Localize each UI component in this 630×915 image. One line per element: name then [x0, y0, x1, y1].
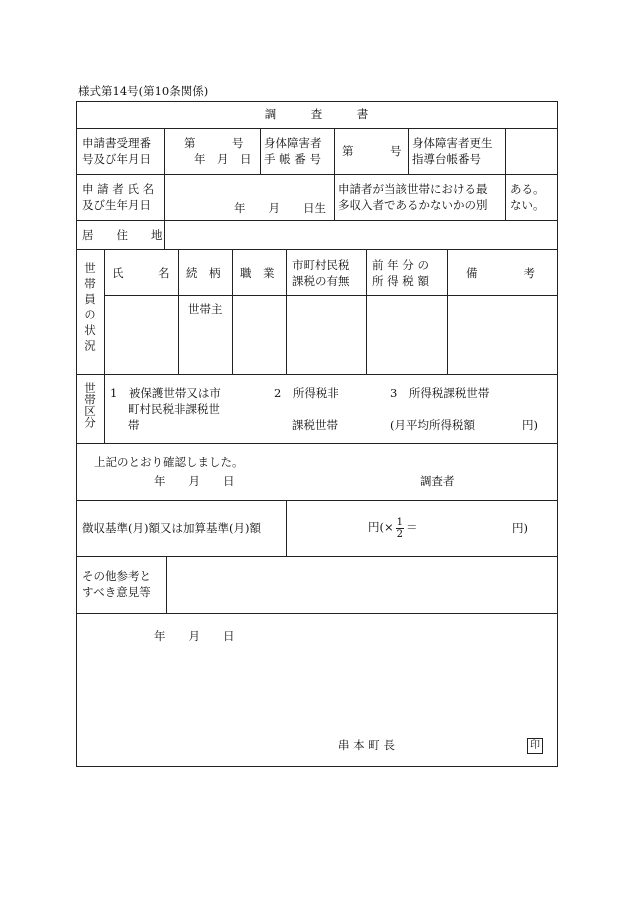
- receipt-no-prefix: 第: [184, 136, 196, 150]
- divider: [76, 556, 557, 557]
- classification-option-1-end: 帯: [128, 418, 140, 432]
- divider: [76, 500, 557, 501]
- receipt-label-2: 号及び年月日: [82, 152, 151, 166]
- head-of-household: 世帯主: [188, 302, 223, 316]
- classification-option-2: 2 所得税非: [274, 386, 339, 400]
- confirm-date: 年 月 日: [154, 474, 235, 488]
- answer-no: ない。: [510, 198, 545, 212]
- classification-label: 世帯区分: [83, 382, 97, 428]
- divider: [76, 249, 557, 250]
- monthly-tax-label: (月平均所得税額: [390, 418, 475, 432]
- receipt-date: 年 月 日: [194, 152, 252, 166]
- fraction-denominator: 2: [396, 528, 403, 540]
- answer-yes: ある。: [510, 182, 545, 196]
- address-label: 居 住 地: [82, 228, 163, 242]
- classification-option-1-cont: 町村民税非課税世: [128, 402, 220, 416]
- max-income-question-2: 多収入者であるかないかの別: [338, 198, 488, 212]
- divider: [76, 128, 557, 129]
- standard-amount-formula: [368, 513, 418, 541]
- form-label: 様式第14号(第10条関係): [78, 84, 209, 98]
- classification-option-3: 3 所得税課税世帯: [390, 386, 490, 400]
- divider: [76, 443, 557, 444]
- divider: [76, 220, 557, 221]
- header-relation: 続 柄: [186, 266, 221, 280]
- applicant-label: 申 請 者 氏 名: [82, 182, 155, 196]
- investigator-label: 調査者: [420, 474, 455, 488]
- applicant-label-2: 及び生年月日: [82, 198, 151, 212]
- birth-date: 年 月 日生: [234, 201, 326, 215]
- rehab-label: 身体障害者更生: [412, 136, 493, 150]
- header-income: 前 年 分 の: [372, 258, 429, 272]
- standard-amount-label: 徴収基準(月)額又は加算基準(月)額: [82, 521, 261, 535]
- disability-no-prefix: 第: [342, 144, 354, 158]
- household-section-label: 世帯員の状況: [83, 262, 97, 355]
- divider: [76, 174, 557, 175]
- receipt-no-suffix: 号: [232, 136, 244, 150]
- header-name: 氏 名: [112, 266, 170, 280]
- header-occupation: 職 業: [240, 266, 275, 280]
- header-tax-2: 課税の有無: [292, 274, 350, 288]
- disability-label: 身体障害者: [264, 136, 322, 150]
- header-income-2: 所 得 税 額: [372, 274, 429, 288]
- form-title: 調 査 書: [264, 107, 369, 121]
- receipt-label: 申請書受理番: [82, 136, 151, 150]
- fraction-numerator: 1: [396, 516, 403, 528]
- classification-option-2-cont: 課税世帯: [292, 418, 338, 432]
- divider: [104, 295, 557, 296]
- half-fraction: [396, 517, 404, 540]
- divider: [76, 374, 557, 375]
- mayor-title: 串 本 町 長: [338, 738, 395, 752]
- reference-label-2: すべき意見等: [82, 585, 151, 599]
- reference-label: その他参考と: [82, 569, 151, 583]
- disability-no-suffix: 号: [390, 144, 402, 158]
- max-income-question: 申請者が当該世帯における最: [338, 182, 488, 196]
- divider: [76, 613, 557, 614]
- footer-date: 年 月 日: [154, 629, 235, 643]
- header-tax: 市町村民税: [292, 258, 350, 272]
- amount-suffix: 円): [512, 521, 528, 535]
- monthly-tax-yen: 円): [522, 418, 538, 432]
- rehab-label-2: 指導台帳番号: [412, 152, 481, 166]
- amount-prefix: 円(×: [368, 520, 394, 534]
- classification-option-1: 1 被保護世帯又は市: [110, 386, 221, 400]
- seal-stamp: 印: [527, 738, 543, 754]
- header-remarks: 備 考: [466, 266, 535, 280]
- confirm-text: 上記のとおり確認しました。: [94, 455, 244, 469]
- disability-label-2: 手 帳 番 号: [264, 152, 321, 166]
- equals-sign: ＝: [406, 520, 418, 534]
